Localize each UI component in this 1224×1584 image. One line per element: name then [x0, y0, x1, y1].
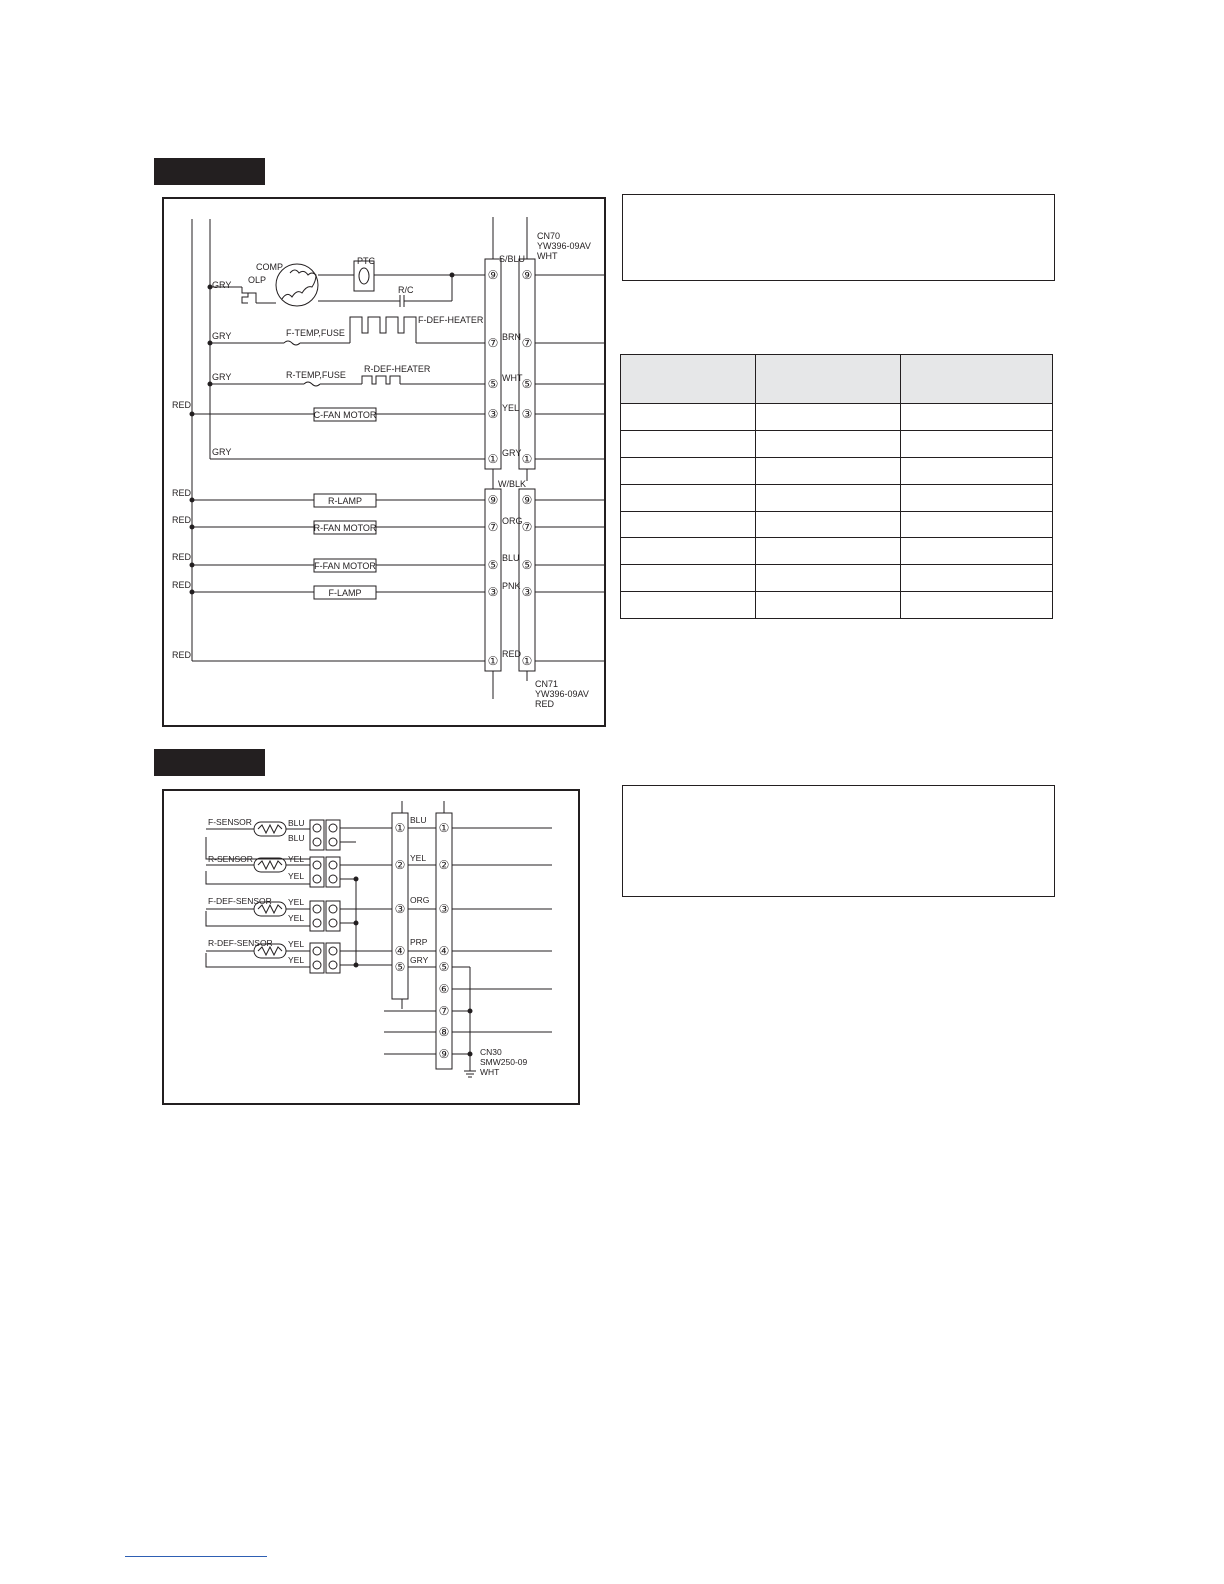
wire-label-pnk: PNK: [502, 581, 521, 591]
pin-number: ④: [438, 944, 450, 958]
table-row: [621, 457, 1053, 484]
load-wiring-diagram: [162, 197, 606, 727]
f-def-heater-symbol: [350, 317, 416, 343]
table-cell: [621, 592, 756, 619]
table-cell: [901, 592, 1053, 619]
pin-number: ①: [521, 452, 533, 466]
pin-number: ⑦: [438, 1004, 450, 1018]
wire-label-prp: PRP: [410, 937, 428, 947]
r-def-heater-label: R-DEF-HEATER: [364, 364, 431, 374]
table-row: [621, 484, 1053, 511]
c-fan-motor-label: C-FAN MOTOR: [313, 410, 377, 420]
table-row: [621, 538, 1053, 565]
wire-label-red: RED: [172, 552, 192, 562]
r-temp-fuse-label: R-TEMP,FUSE: [286, 370, 346, 380]
r-def-heater-symbol: [362, 376, 400, 384]
pin-number: ⑨: [487, 493, 499, 507]
wire-label-wblk: W/BLK: [498, 479, 527, 489]
wire-label-red: RED: [502, 649, 522, 659]
pin-number: ⑤: [521, 377, 533, 391]
cn70-harness-block: [485, 259, 501, 469]
wire-label-blu: BLU: [288, 833, 305, 843]
table-cell: [901, 565, 1053, 592]
table-cell: [621, 430, 756, 457]
pin-number: ⑦: [521, 336, 533, 350]
table-cell: [901, 484, 1053, 511]
spec-table: [620, 354, 1053, 619]
table-row: [621, 565, 1053, 592]
pin-number: ③: [487, 585, 499, 599]
wire-label-gry: GRY: [212, 331, 232, 341]
table-row: [621, 430, 1053, 457]
pin-number: ⑨: [521, 493, 533, 507]
wire-label-red: RED: [172, 400, 192, 410]
pin-number: ⑦: [487, 336, 499, 350]
f-lamp-label: F-LAMP: [328, 588, 362, 598]
wire-label-wht: WHT: [502, 373, 523, 383]
wire-label-blu: BLU: [288, 818, 305, 828]
section-title-bar-1: [154, 158, 265, 185]
cn70-part: YW396-09AV: [537, 241, 591, 251]
table-header-row: [621, 355, 1053, 404]
table-row: [621, 511, 1053, 538]
pin-number: ⑤: [394, 960, 406, 974]
pin-number: ⑤: [487, 377, 499, 391]
wire-label-yel: YEL: [288, 897, 305, 907]
pin-number: ⑥: [438, 982, 450, 996]
wire-label-org: ORG: [410, 895, 430, 905]
footer-link[interactable]: [125, 1556, 267, 1557]
pin-number: ⑨: [438, 1047, 450, 1061]
wire-label-yel: YEL: [502, 403, 520, 413]
f-temp-fuse-symbol: [284, 341, 300, 345]
pin-number: ⑦: [487, 520, 499, 534]
pin-number: ③: [394, 902, 406, 916]
wire-label-sblu: S/BLU: [499, 254, 526, 264]
r-lamp-label: R-LAMP: [327, 496, 363, 506]
wire-label-red: RED: [172, 488, 192, 498]
section-title-bar-2: [154, 749, 265, 776]
rc-label: R/C: [398, 285, 414, 295]
pin-number: ⑨: [521, 268, 533, 282]
cn71-harness-block: [485, 489, 501, 671]
wire-label-gry: GRY: [212, 447, 232, 457]
pin-number: ⑤: [438, 960, 450, 974]
pin-number: ④: [394, 944, 406, 958]
wire-label-red: RED: [172, 515, 192, 525]
olp-symbol: [242, 287, 248, 303]
table-cell: [756, 430, 901, 457]
table-cell: [621, 538, 756, 565]
wire-label-yel: YEL: [288, 955, 305, 965]
f-temp-fuse-label: F-TEMP,FUSE: [286, 328, 345, 338]
table-cell: [901, 430, 1053, 457]
wire-label-yel: YEL: [288, 913, 305, 923]
table-cell: [621, 511, 756, 538]
r-temp-fuse-symbol: [304, 382, 320, 386]
wire-label-red: RED: [172, 580, 192, 590]
wire-label-org: ORG: [502, 516, 523, 526]
table-cell: [756, 484, 901, 511]
table-row: [621, 404, 1053, 431]
pin-number: ①: [487, 654, 499, 668]
wire-label-yel: YEL: [288, 939, 305, 949]
pin-number: ①: [438, 821, 450, 835]
table-header-cell: [756, 355, 901, 404]
table-cell: [621, 484, 756, 511]
cn70-board-block: [519, 259, 535, 469]
pin-number: ⑦: [521, 520, 533, 534]
wire-label-yel: YEL: [410, 853, 427, 863]
f-sensor-label: F-SENSOR: [208, 817, 252, 827]
cn71-label: CN71: [535, 679, 559, 689]
table-cell: [621, 404, 756, 431]
wire-label-blu: BLU: [502, 553, 520, 563]
f-fan-motor-label: F-FAN MOTOR: [314, 561, 376, 571]
wire-label-blu: BLU: [410, 815, 427, 825]
table-cell: [756, 565, 901, 592]
olp-label: OLP: [248, 275, 267, 285]
cn71-color: RED: [535, 699, 555, 709]
cn70-color: WHT: [537, 251, 558, 261]
table-cell: [756, 538, 901, 565]
wire-label-red: RED: [172, 650, 192, 660]
wire-label-yel: YEL: [288, 871, 305, 881]
pin-number: ③: [521, 585, 533, 599]
table-cell: [621, 457, 756, 484]
f-def-sensor-label: F-DEF-SENSOR: [208, 896, 272, 906]
wire-label-gry: GRY: [212, 280, 232, 290]
cn70-label: CN70: [537, 231, 561, 241]
table-header-cell: [621, 355, 756, 404]
pin-number: ⑨: [487, 268, 499, 282]
pin-number: ③: [487, 407, 499, 421]
pin-number: ⑤: [487, 558, 499, 572]
table-cell: [901, 404, 1053, 431]
note-box-1: [622, 194, 1055, 281]
f-def-heater-label: F-DEF-HEATER: [418, 315, 484, 325]
pin-number: ③: [438, 902, 450, 916]
pin-number: ①: [394, 821, 406, 835]
pin-number: ③: [521, 407, 533, 421]
sensor-wiring-diagram: [162, 789, 580, 1105]
cn30-part: SMW250-09: [480, 1057, 528, 1067]
r-fan-motor-label: R-FAN MOTOR: [313, 523, 377, 533]
cn30-color: WHT: [480, 1067, 500, 1077]
cn30-label: CN30: [480, 1047, 502, 1057]
wire-label-brn: BRN: [502, 332, 522, 342]
table-cell: [756, 592, 901, 619]
wire-label-yel: YEL: [288, 854, 305, 864]
table-cell: [756, 404, 901, 431]
table-cell: [621, 565, 756, 592]
wire-label-gry: GRY: [212, 372, 232, 382]
pin-number: ①: [521, 654, 533, 668]
comp-label: COMP: [256, 262, 283, 272]
r-sensor-label: R-SENSOR: [208, 854, 253, 864]
ptc-label: PTC: [357, 256, 375, 266]
pin-number: ⑤: [521, 558, 533, 572]
note-box-2: [622, 785, 1055, 897]
pin-number: ⑧: [438, 1025, 450, 1039]
pin-number: ②: [394, 858, 406, 872]
table-cell: [901, 511, 1053, 538]
table-row: [621, 592, 1053, 619]
table-cell: [901, 538, 1053, 565]
r-def-sensor-label: R-DEF-SENSOR: [208, 938, 273, 948]
wire-label-gry: GRY: [502, 448, 522, 458]
wire-label-gry: GRY: [410, 955, 429, 965]
table-header-cell: [901, 355, 1053, 404]
cn71-part: YW396-09AV: [535, 689, 589, 699]
table-cell: [901, 457, 1053, 484]
pin-number: ①: [487, 452, 499, 466]
pin-number: ②: [438, 858, 450, 872]
table-cell: [756, 457, 901, 484]
sensor-connectors: [310, 820, 340, 973]
table-cell: [756, 511, 901, 538]
